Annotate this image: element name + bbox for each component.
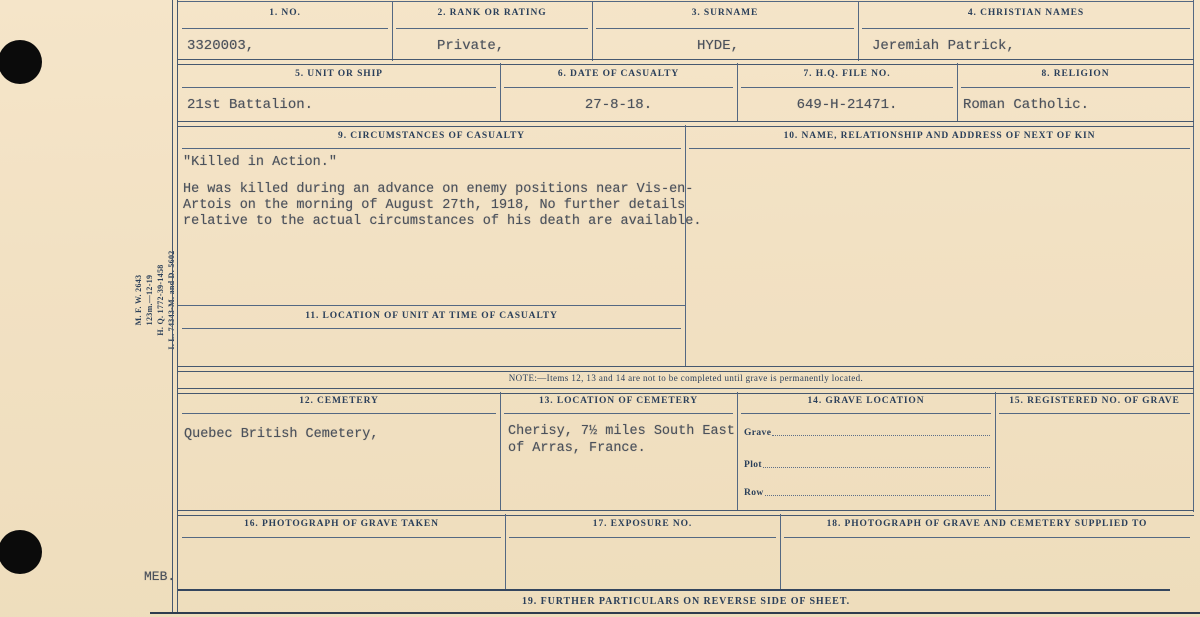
dotted-entry-line (763, 467, 990, 468)
value-circumstances-line: Artois on the morning of August 27th, 1918, No further details (183, 198, 686, 213)
rule (182, 148, 681, 149)
sheet-bottom-edge (150, 612, 1200, 614)
rule (784, 537, 1190, 538)
value-christian-names: Jeremiah Patrick, (872, 38, 1015, 54)
form-top-rule (178, 1, 1194, 2)
grave-entry-label: Plot (744, 460, 762, 470)
field-label-next-of-kin: 10. NAME, RELATIONSHIP AND ADDRESS OF NEXT OF KIN (783, 131, 1096, 141)
rule (961, 87, 1190, 88)
value-hq-file: 649-H-21471. (796, 97, 898, 113)
value-circumstances-line: He was killed during an advance on enemy positions near Vis-en- (183, 182, 694, 197)
value-surname: HYDE, (697, 38, 740, 54)
field-label-surname: 3. SURNAME (691, 8, 759, 18)
field-label-unit: 5. UNIT OR SHIP (295, 69, 383, 79)
rule (182, 28, 388, 29)
rule (596, 28, 854, 29)
field-label-no: 1. NO. (269, 8, 301, 18)
rule (999, 413, 1190, 414)
field-label-rank: 2. RANK OR RATING (437, 8, 547, 18)
value-cemetery-location-line: of Arras, France. (508, 441, 646, 456)
rule (182, 537, 501, 538)
field-label-cemetery-location: 13. LOCATION OF CEMETERY (538, 396, 699, 406)
value-cemetery: Quebec British Cemetery, (184, 427, 379, 442)
hole-punch-top-slot (0, 57, 24, 67)
value-religion: Roman Catholic. (963, 97, 1090, 113)
field-label-registered-grave: 15. REGISTERED NO. OF GRAVE (1009, 396, 1180, 406)
rule (741, 87, 953, 88)
printer-mark-line: 123m.—12-19 (145, 274, 154, 326)
value-circumstances-quote: "Killed in Action." (183, 155, 337, 170)
value-unit: 21st Battalion. (187, 97, 314, 113)
rule (689, 148, 1190, 149)
dotted-entry-line (772, 435, 990, 436)
field-label-exposure-no: 17. EXPOSURE NO. (592, 519, 693, 529)
rule (509, 537, 776, 538)
rule (504, 413, 733, 414)
footer-text: 19. FURTHER PARTICULARS ON REVERSE SIDE OF SHEET. (522, 596, 850, 607)
printer-mark-line: H. Q. 1772-39-1458 (156, 264, 165, 336)
grave-entry-row (744, 428, 990, 438)
dotted-entry-line (765, 495, 990, 496)
rule (182, 328, 681, 329)
value-rank: Private, (437, 38, 505, 54)
divider (500, 392, 501, 510)
field-label-christian-names: 4. CHRISTIAN NAMES (967, 8, 1085, 18)
rule (178, 510, 1194, 516)
rule (178, 305, 685, 306)
divider (737, 392, 738, 510)
grave-entry-row (744, 488, 990, 498)
rule (396, 28, 588, 29)
rule (178, 589, 1170, 591)
printer-mark-line: M. F. W. 2643 (134, 274, 143, 326)
value-service-number: 3320003, (187, 38, 255, 54)
divider (685, 125, 686, 367)
field-label-unit-location: 11. LOCATION OF UNIT AT TIME OF CASUALTY (305, 311, 558, 321)
field-label-circumstances: 9. CIRCUMSTANCES OF CASUALTY (338, 131, 525, 141)
field-label-religion: 8. RELIGION (1041, 69, 1110, 79)
rule (504, 87, 733, 88)
divider (995, 392, 996, 510)
rule (182, 413, 496, 414)
hole-punch-bottom-slot (0, 547, 24, 557)
value-circumstances-line: relative to the actual circumstances of his death are available. (183, 214, 702, 229)
field-label-date-casualty: 6. DATE OF CASUALTY (557, 69, 680, 79)
rule (178, 366, 1194, 372)
field-label-grave-location: 14. GRAVE LOCATION (807, 396, 925, 406)
rule (741, 413, 991, 414)
rule (862, 28, 1190, 29)
printer-mark-line: I. L. 74343-M. and D. 5602 (167, 250, 176, 350)
note-text: NOTE:—Items 12, 13 and 14 are not to be completed until grave is permanently located. (508, 373, 864, 383)
rule (182, 87, 496, 88)
rule (178, 121, 1194, 127)
meb-stamp: MEB. (144, 569, 176, 584)
rule (178, 388, 1194, 394)
grave-entry-row (744, 460, 990, 470)
field-label-photo-taken: 16. PHOTOGRAPH OF GRAVE TAKEN (244, 519, 439, 529)
value-date-casualty: 27-8-18. (584, 97, 653, 113)
value-cemetery-location-line: Cherisy, 7½ miles South East (508, 424, 735, 439)
grave-entry-label: Row (744, 488, 764, 498)
rule (178, 59, 1194, 65)
field-label-hq-file: 7. H.Q. FILE NO. (803, 69, 891, 79)
field-label-photo-supplied: 18. PHOTOGRAPH OF GRAVE AND CEMETERY SUPPLIED TO (826, 519, 1148, 529)
grave-entry-label: Grave (744, 428, 772, 438)
field-label-cemetery: 12. CEMETERY (299, 396, 379, 406)
